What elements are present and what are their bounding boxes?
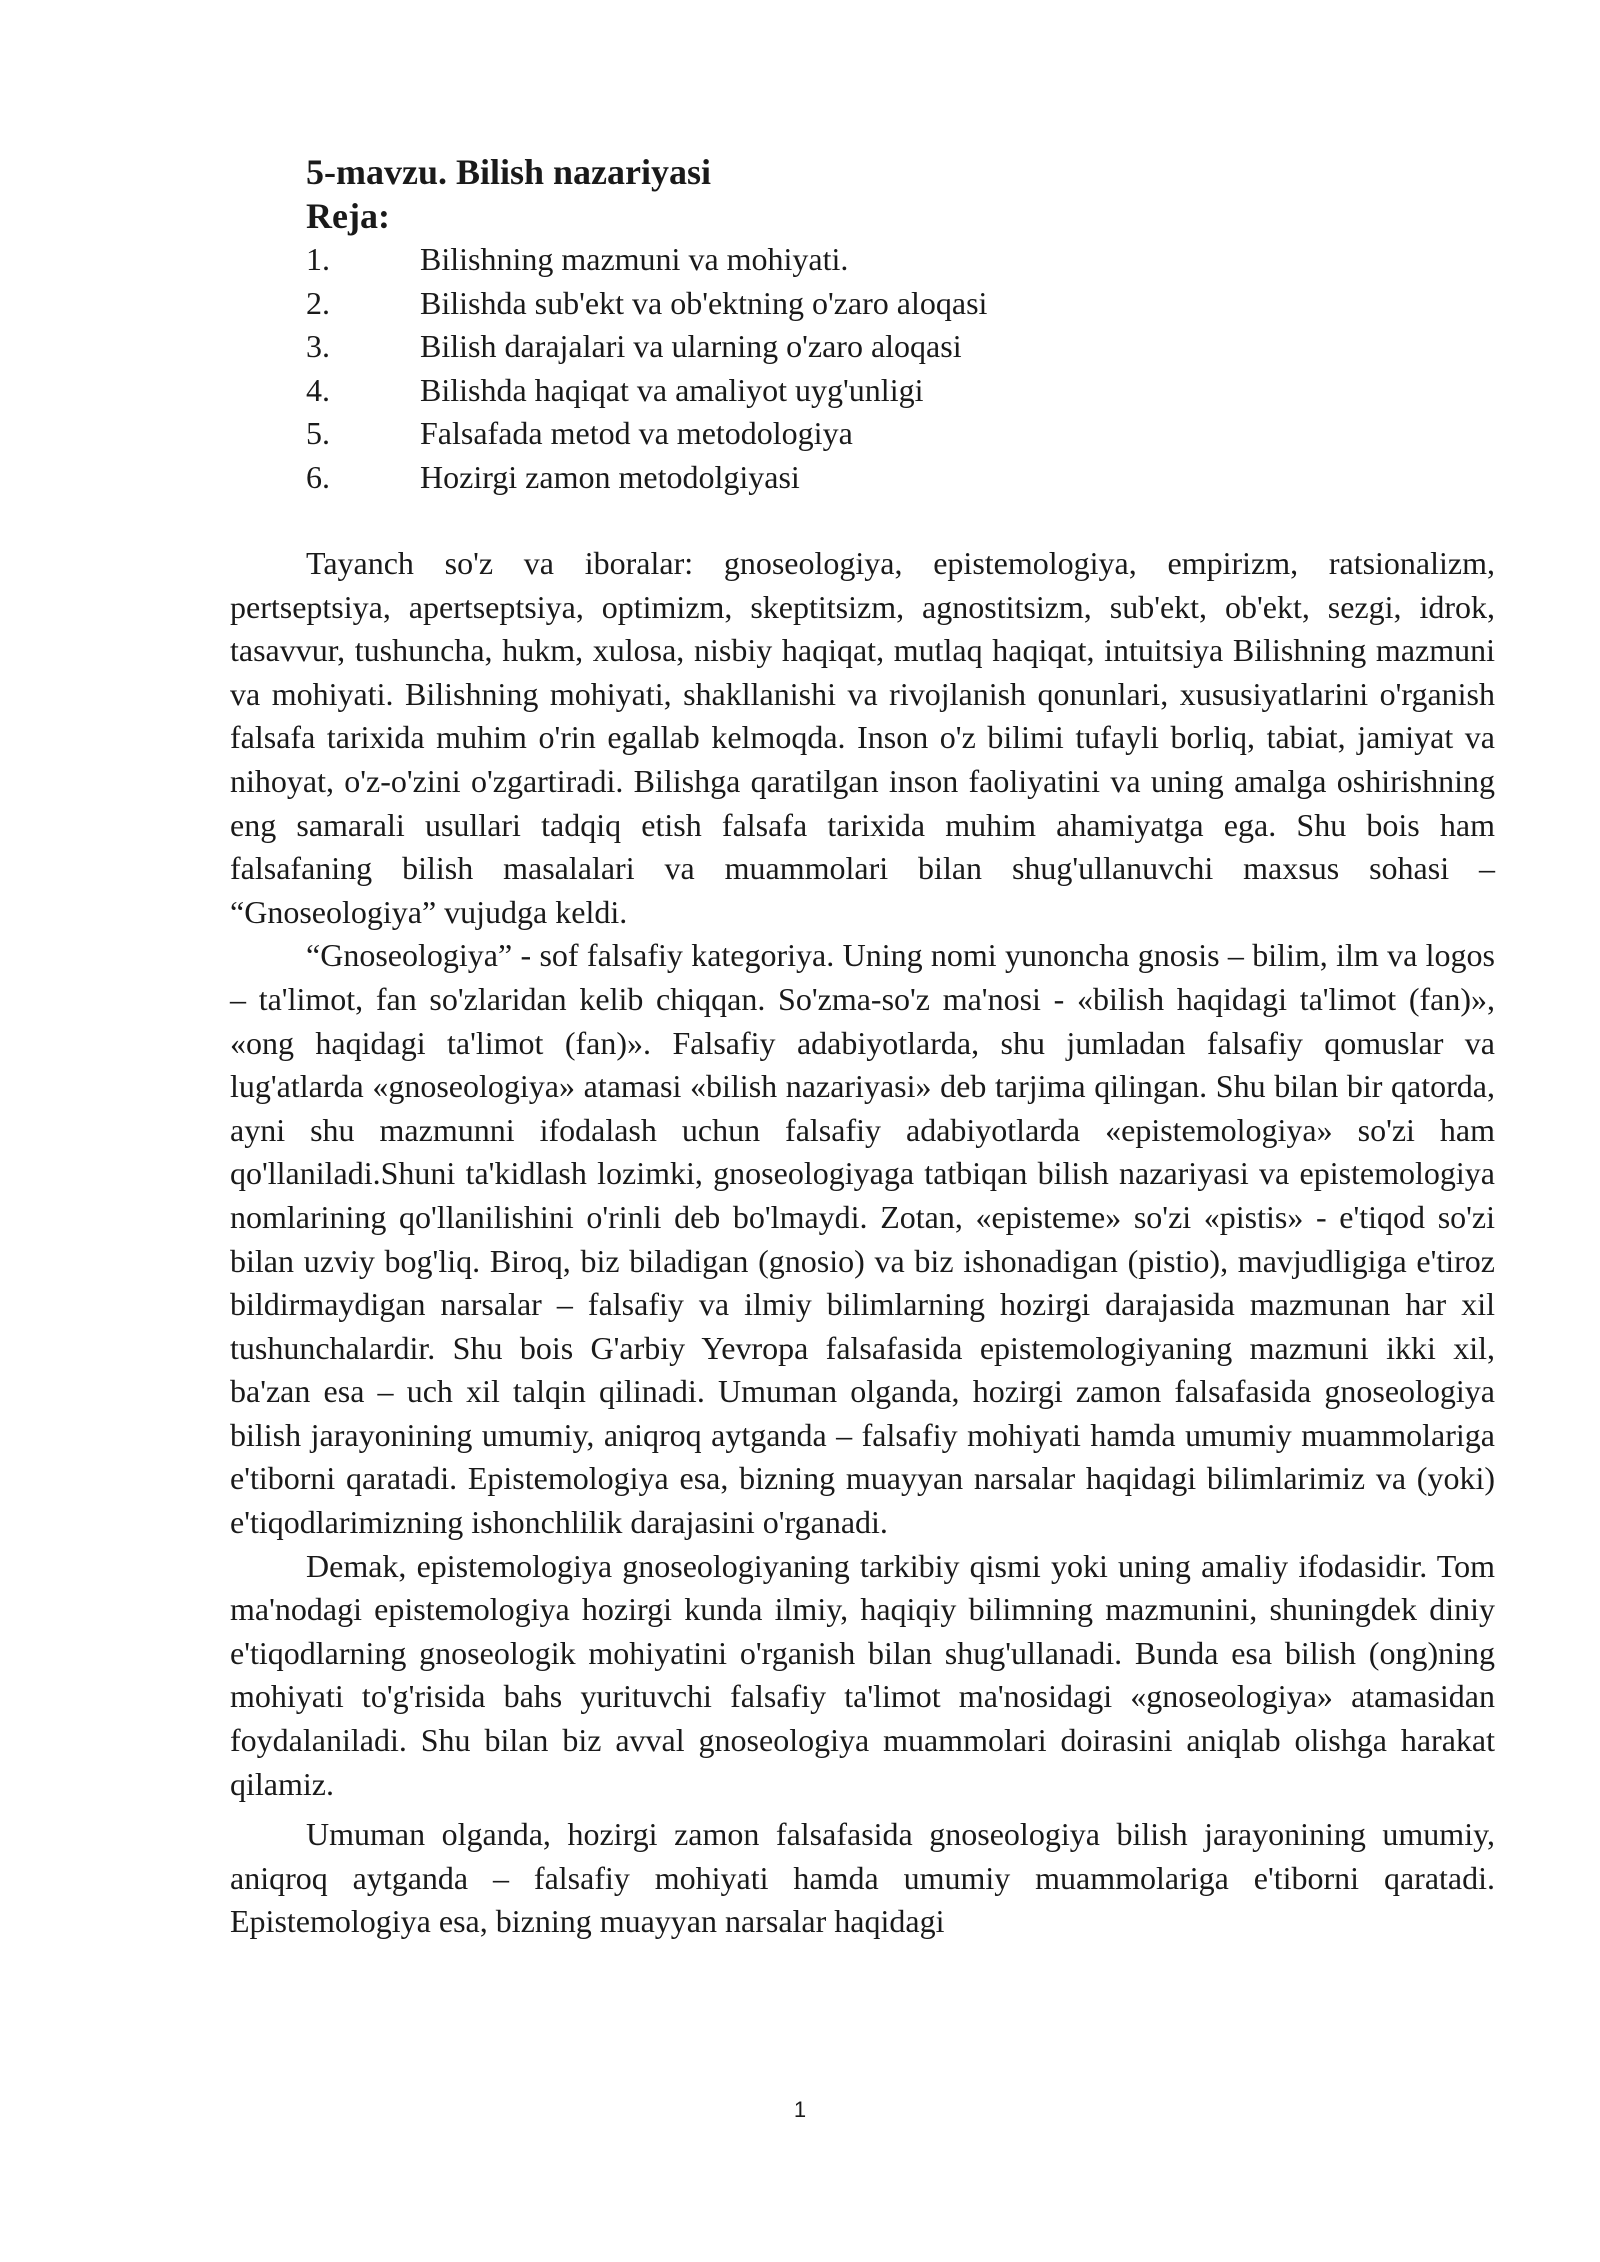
plan-item-text: Bilish darajalari va ularning o'zaro aloqasi bbox=[420, 328, 962, 364]
plan-item bbox=[306, 325, 1495, 369]
plan-item bbox=[306, 282, 1495, 326]
plan-item-number: 6. bbox=[306, 458, 330, 495]
plan-heading: Reja: bbox=[306, 196, 390, 236]
plan-item-number: 5. bbox=[306, 415, 330, 451]
plan-item-text: Bilishning mazmuni va mohiyati. bbox=[420, 241, 849, 277]
plan-item-number: 3. bbox=[306, 328, 330, 364]
body-text bbox=[230, 542, 1495, 1944]
plan-item-number: 4. bbox=[306, 371, 330, 408]
plan-item-text: Hozirgi zamon metodolgiyasi bbox=[420, 458, 800, 495]
plan-item-text: Bilishda haqiqat va amaliyot uyg'unligi bbox=[420, 371, 924, 408]
document-page bbox=[230, 150, 1495, 1944]
plan-item bbox=[306, 238, 1495, 282]
plan-item bbox=[306, 369, 1495, 413]
plan-list bbox=[306, 238, 1495, 499]
paragraph-gnoseology: “Gnoseologiya” - sof falsafiy kategoriya. Uning nomi yunoncha gnosis – bilim, ilm va logos – ta'limot, fan so'zlaridan kelib chiqqan. So'zma-so'z ma'nosi - «bilish haqidagi ta'limot (fan)», «ong haqidagi ta'limot (fan)». Falsafiy adabiyotlarda, shu jumladan falsafiy qomuslar va lug'atlarda «gnoseologiya» atamasi «bilish nazariyasi» deb tarjima qilingan. Shu bilan bir qatorda, ayni shu mazmunni ifodalash uchun falsafiy adabiyotlarda «epistemologiya» so'zi ham qo'llaniladi.Shuni ta'kidlash lozimki, gnoseologiyaga tatbiqan bilish nazariyasi va epistemologiya nomlarining qo'llanilishini o'rinli deb bo'lmaydi. Zotan, «episteme» so'zi «pistis» - e'tiqod so'zi bilan uzviy bog'liq. Biroq, biz biladigan (gnosio) va biz ishonadigan (pistio), mavjudligiga e'tiroz bildirmaydigan narsalar – falsafiy va ilmiy bilimlarning hozirgi darajasida mazmunan har xil tushunchalardir. Shu bois G'arbiy Yevropa falsafasida epistemologiyaning mazmuni ikki xil, ba'zan esa – uch xil talqin qilinadi. Umuman olganda, hozirgi zamon falsafasida gnoseologiya bilish jarayonining umumiy, aniqroq aytganda – falsafiy mohiyati hamda umumiy muammolariga e'tiborni qaratadi. Epistemologiya esa, bizning muayyan narsalar haqidagi bilimlarimiz va (yoki) e'tiqodlarimizning ishonchlilik darajasini o'rganadi. bbox=[230, 937, 1495, 1541]
document-title: 5-mavzu. Bilish nazariyasi bbox=[306, 152, 712, 192]
plan-item-text: Falsafada metod va metodologiya bbox=[420, 415, 853, 451]
paragraph-continuation: Umuman olganda, hozirgi zamon falsafasida gnoseologiya bilish jarayonining umumiy, aniqroq aytganda – falsafiy mohiyati hamda umumiy muammolariga e'tiborni qaratadi. Epistemologiya esa, bizning muayyan narsalar haqidagi bbox=[230, 1816, 1495, 1940]
paragraph-keywords: Tayanch so'z va iboralar: gnoseologiya, epistemologiya, empirizm, ratsionalizm, pertseptsiya, apertseptsiya, optimizm, skeptitsizm, agnostitsizm, sub'ekt, ob'ekt, sezgi, idrok, tasavvur, tushuncha, hukm, xulosa, nisbiy haqiqat, mutlaq haqiqat, intuitsiya Bilishning mazmuni va mohiyati. Bilishning mohiyati, shakllanishi va rivojlanish qonunlari, xususiyatlarini o'rganish falsafa tarixida muhim o'rin egallab kelmoqda. Inson o'z bilimi tufayli borliq, tabiat, jamiyat va nihoyat, o'z-o'zini o'zgartiradi. Bilishga qaratilgan inson faoliyatini va uning amalga oshirishning eng samarali usullari tadqiq etish falsafa tarixida muhim ahamiyatga ega. Shu bois ham falsafaning bilish masalalari va muammolari bilan shug'ullanuvchi maxsus sohasi – “Gnoseologiya” vujudga keldi. bbox=[230, 545, 1495, 930]
plan-item bbox=[306, 456, 1495, 500]
page-number: 1 bbox=[793, 2097, 807, 2122]
plan-item bbox=[306, 412, 1495, 456]
plan-item-text: Bilishda sub'ekt va ob'ektning o'zaro aloqasi bbox=[420, 284, 988, 321]
plan-item-number: 1. bbox=[306, 241, 330, 277]
paragraph-epistemology: Demak, epistemologiya gnoseologiyaning tarkibiy qismi yoki uning amaliy ifodasidir. Tom ma'nodagi epistemologiya hozirgi kunda ilmiy, haqiqiy bilimning mazmunini, shuningdek diniy e'tiqodlarning gnoseologik mohiyatini o'rganish bilan shug'ullanadi. Bunda esa bilish (ong)ning mohiyati to'g'risida bahs yurituvchi falsafiy ta'limot ma'nosidagi «gnoseologiya» atamasidan foydalaniladi. Shu bilan biz avval gnoseologiya muammolari doirasini aniqlab olishga harakat qilamiz. bbox=[230, 1547, 1495, 1802]
plan-item-number: 2. bbox=[306, 284, 330, 321]
